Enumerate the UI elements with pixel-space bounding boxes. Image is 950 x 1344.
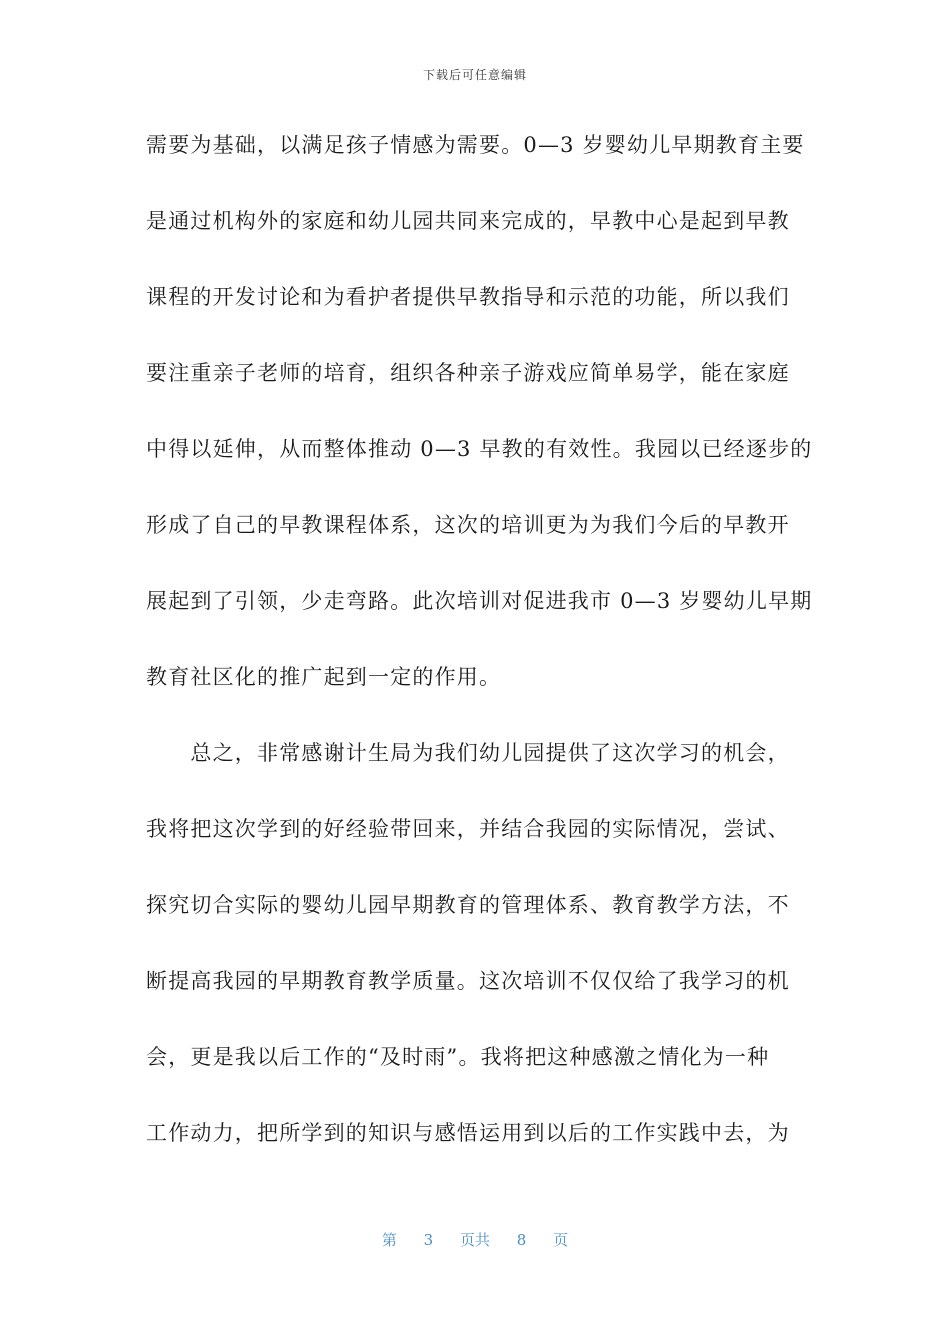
page-label-mid: 页共: [459, 1231, 490, 1249]
document-body: [146, 121, 813, 1185]
page-header: 下载后可任意编辑: [422, 68, 527, 82]
page-label-suffix: 页: [553, 1231, 569, 1249]
text-line-11: 探究切合实际的婴幼儿园早期教育的管理体系、教育教学方法，不: [146, 893, 790, 917]
text-line-9: 总之，非常感谢计生局为我们幼儿园提供了这次学习的机会，: [146, 741, 790, 765]
text-line-7: 展起到了引领，少走弯路。此次培训对促进我市 0—3 岁婴幼儿早期: [146, 589, 813, 613]
total-pages-number: 8: [516, 1231, 527, 1249]
text-line-10: 我将把这次学到的好经验带回来，并结合我园的实际情况，尝试、: [146, 817, 790, 841]
text-line-5: 中得以延伸，从而整体推动 0—3 早教的有效性。我园以已经逐步的: [146, 437, 813, 461]
text-line-14: 工作动力，把所学到的知识与感悟运用到以后的工作实践中去，为: [146, 1121, 790, 1145]
text-line-6: 形成了自己的早教课程体系，这次的培训更为为我们今后的早教开: [146, 513, 790, 537]
page-label-prefix: 第: [381, 1231, 397, 1249]
text-line-12: 断提高我园的早期教育教学质量。这次培训不仅仅给了我学习的机: [146, 969, 790, 993]
text-line-4: 要注重亲子老师的培育，组织各种亲子游戏应简单易学，能在家庭: [146, 361, 790, 385]
text-line-8: 教育社区化的推广起到一定的作用。: [146, 665, 502, 689]
text-line-1: 需要为基础，以满足孩子情感为需要。0—3 岁婴幼儿早期教育主要: [146, 133, 805, 157]
text-line-2: 是通过机构外的家庭和幼儿园共同来完成的，早教中心是起到早教: [146, 209, 790, 233]
current-page-number: 3: [423, 1231, 434, 1249]
page-footer: [0, 1229, 950, 1250]
text-line-3: 课程的开发讨论和为看护者提供早教指导和示范的功能，所以我们: [146, 285, 790, 309]
text-line-13: 会，更是我以后工作的“及时雨”。我将把这种感激之情化为一种: [146, 1045, 770, 1069]
